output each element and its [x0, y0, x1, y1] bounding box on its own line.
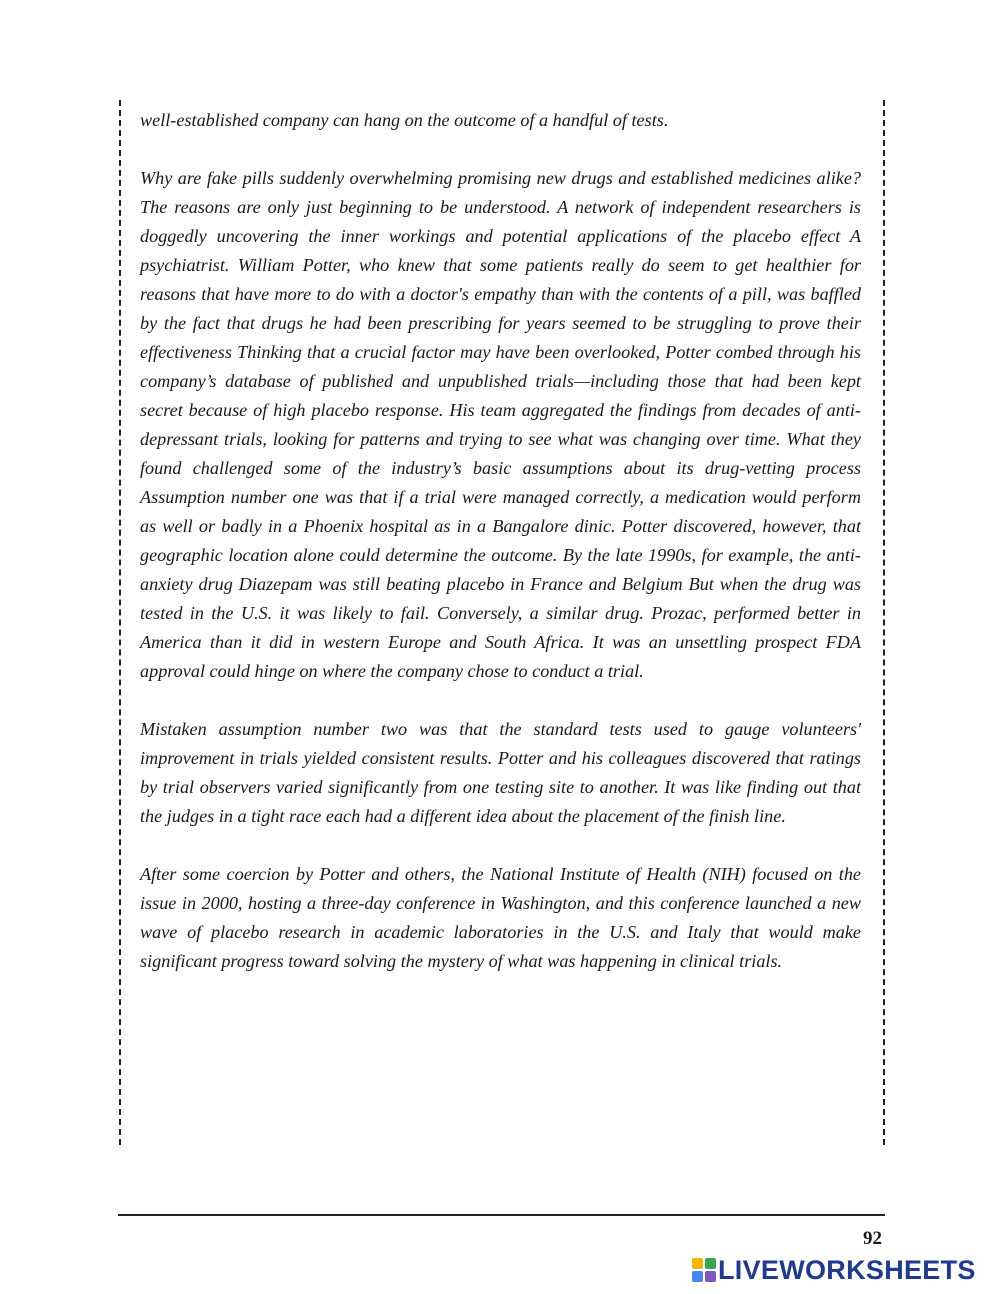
paragraph-2: Why are fake pills suddenly overwhelming promising new drugs and established medicines alike? The reasons are only just beginning to be understood. A network of independent researchers is doggedly uncovering the inner workings and potential applications of the placebo effect A psychiatrist. William Potter, who knew that some patients really do seem to get healthier for reasons that have more to do with a doctor's empathy than with the contents of a pill, was baffled by the fact that drugs he had been prescribing for years seemed to be struggling to prove their effectiveness Thinking that a crucial factor may have been overlooked, Potter combed through his company’s database of published and unpublished trials—including those that had been kept secret because of high placebo response. His team aggregated the findings from decades of anti-depressant trials, looking for patterns and trying to see what was changing over time. What they found challenged some of the industry’s basic assumptions about its drug-vetting process Assumption number one was that if a trial were managed correctly, a medication would perform as well or badly in a Phoenix hospital as in a Bangalore dinic. Potter discovered, however, that geographic location alone could determine the outcome. By the late 1990s, for example, the anti-anxiety drug Diazepam was still beating placebo in France and Belgium But when the drug was tested in the U.S. it was likely to fail. Conversely, a similar drug. Prozac, performed better in America than it did in western Europe and South Africa. It was an unsettling prospect FDA approval could hinge on where the company chose to conduct a trial. [140, 168, 861, 681]
paragraph-4: After some coercion by Potter and others, the National Institute of Health (NIH) focused on the issue in 2000, hosting a three-day conference in Washington, and this conference launched a new wave of placebo research in academic laboratories in the U.S. and Italy that would make significant progress toward solving the mystery of what was happening in clinical trials. [140, 864, 861, 971]
paragraph-3: Mistaken assumption number two was that the standard tests used to gauge volunteers' improvement in trials yielded consistent results. Potter and his colleagues discovered that ratings by trial observers varied significantly from one testing site to another. It was like finding out that the judges in a tight race each had a different idea about the placement of the finish line. [140, 719, 861, 826]
footer-divider [118, 1214, 885, 1216]
page-number: 92 [863, 1228, 882, 1249]
paragraph-1: well-established company can hang on the outcome of a handful of tests. [140, 110, 669, 130]
liveworksheets-logo-icon [692, 1258, 716, 1282]
brand-name: LIVEWORKSHEETS [718, 1255, 976, 1285]
liveworksheets-brand[interactable] [692, 1254, 976, 1286]
reading-passage [140, 106, 861, 1005]
right-dashed-border [883, 100, 885, 1145]
left-dashed-border [119, 100, 121, 1145]
